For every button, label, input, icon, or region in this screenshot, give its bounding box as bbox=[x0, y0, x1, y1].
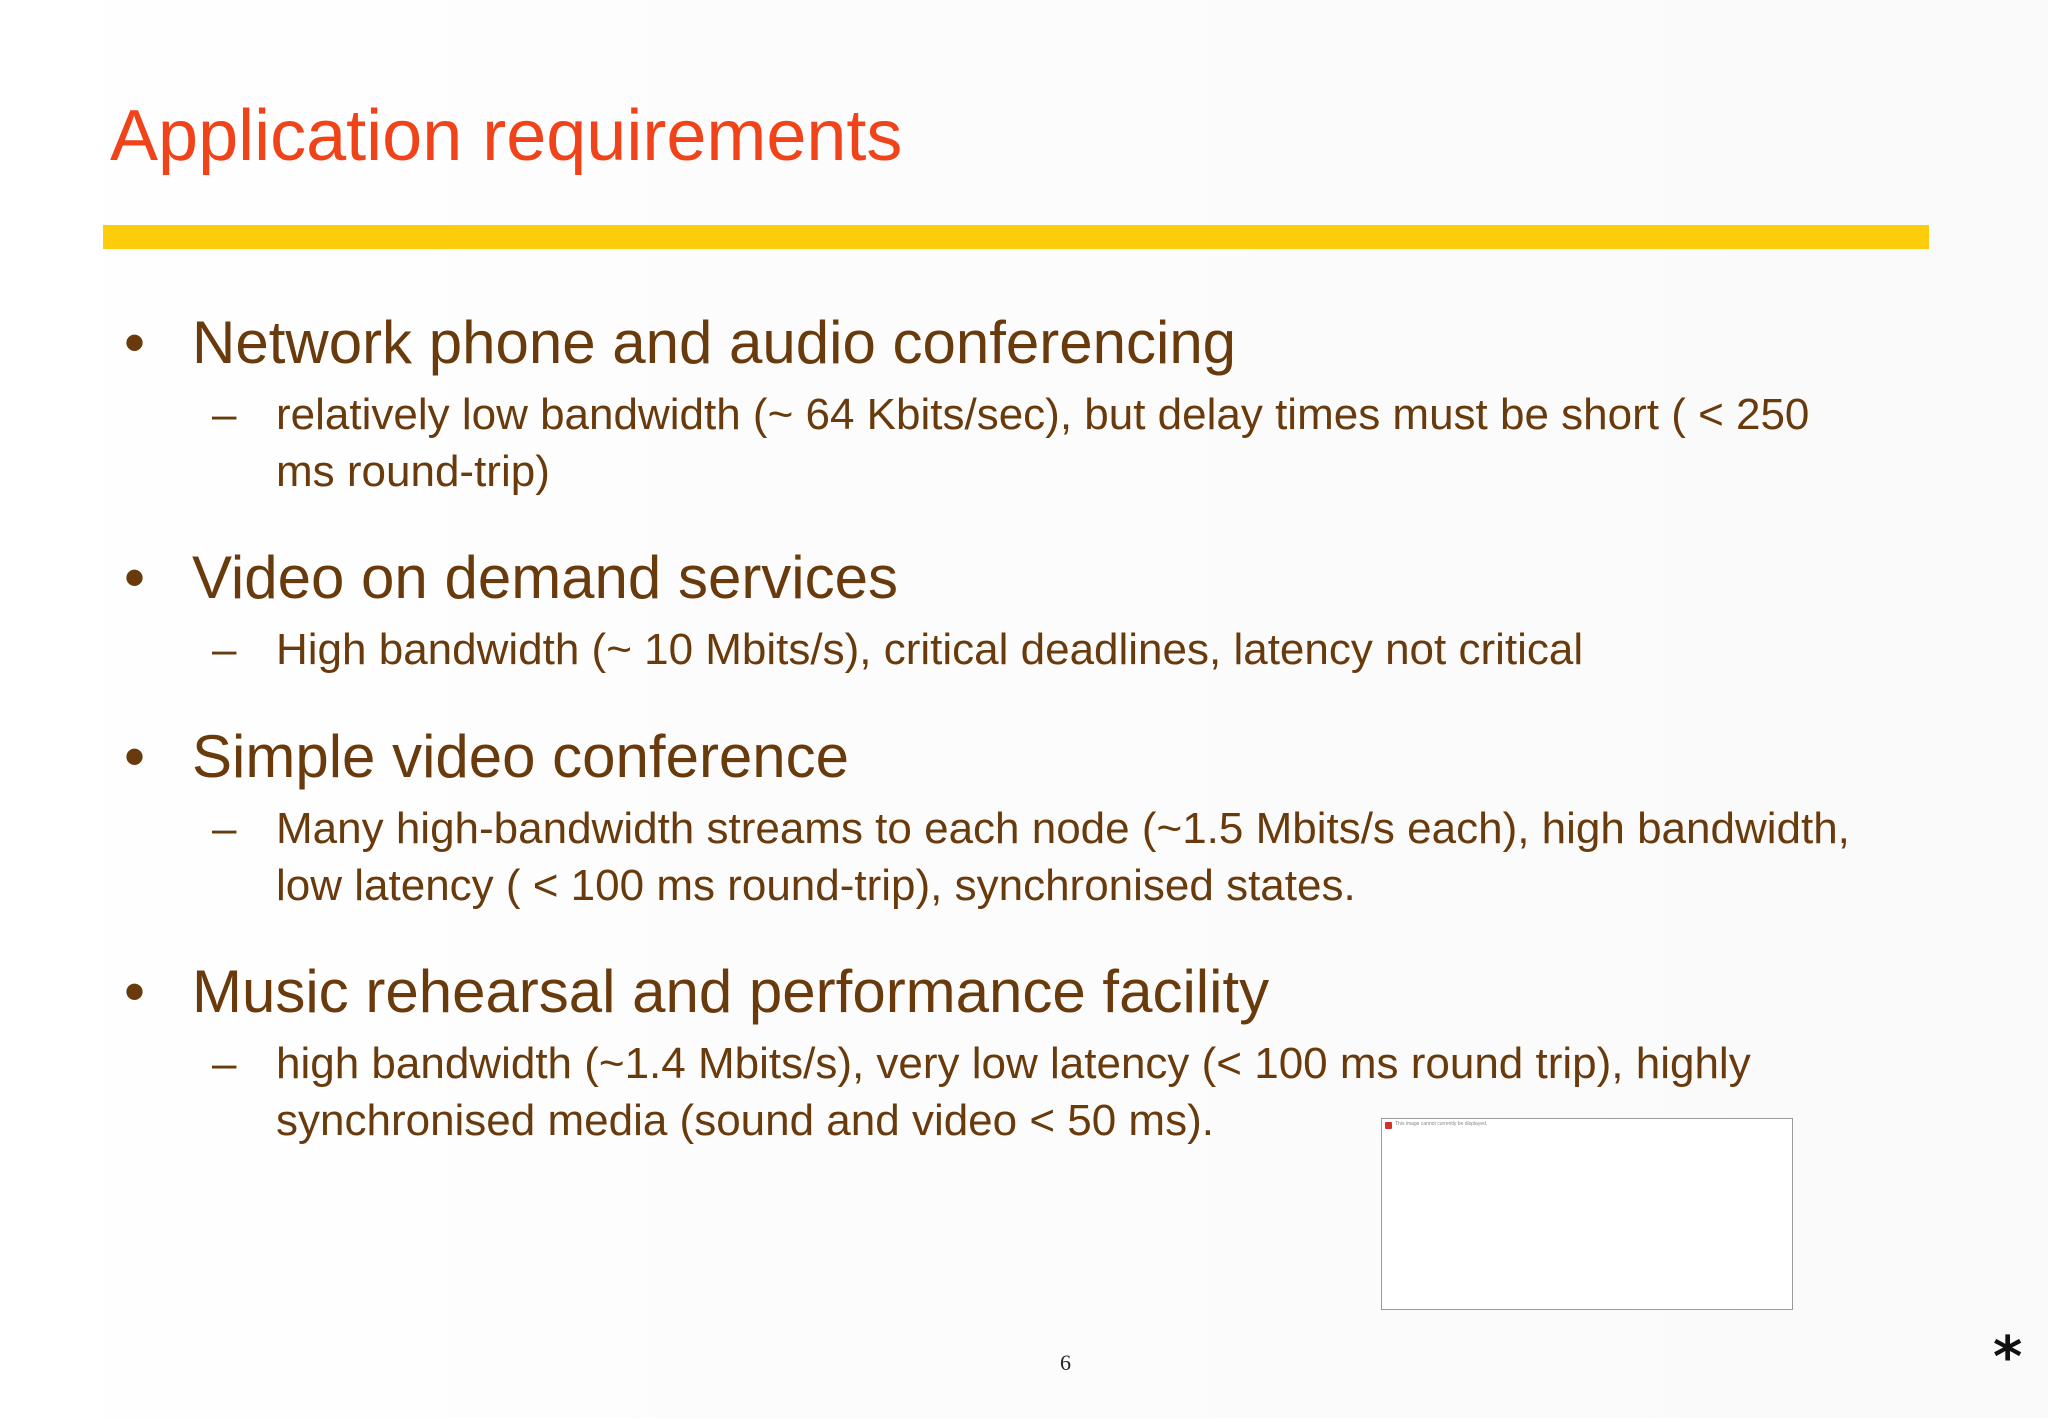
bullet-detail: high bandwidth (~1.4 Mbits/s), very low latency (< 100 ms round trip), highly synchronised media (sound and video < 50 ms). bbox=[276, 1038, 1751, 1146]
dash-icon: – bbox=[212, 1038, 237, 1088]
page-number: 6 bbox=[1060, 1350, 1071, 1375]
bullet-list bbox=[120, 305, 1880, 1149]
dash-icon: – bbox=[212, 803, 237, 853]
bullet-item bbox=[120, 719, 1880, 914]
bullet-icon: • bbox=[124, 957, 146, 1025]
asterisk-icon: * bbox=[1993, 1325, 2023, 1390]
bullet-item bbox=[120, 540, 1880, 678]
dash-icon: – bbox=[212, 625, 237, 675]
bullet-heading: Simple video conference bbox=[192, 722, 850, 790]
broken-image-icon bbox=[1385, 1122, 1392, 1129]
bullet-icon: • bbox=[124, 309, 146, 376]
bullet-icon: • bbox=[124, 722, 146, 790]
slide-title: Application requirements bbox=[110, 96, 903, 176]
bullet-heading: Music rehearsal and performance facility bbox=[192, 957, 1270, 1025]
bullet-detail: High bandwidth (~ 10 Mbits/s), critical deadlines, latency not critical bbox=[276, 625, 1584, 675]
embedded-image-placeholder bbox=[1381, 1118, 1793, 1310]
bullet-heading: Network phone and audio conferencing bbox=[192, 309, 1237, 376]
embedded-image-caption: This image cannot currently be displayed. bbox=[1395, 1121, 1488, 1127]
bullet-item bbox=[120, 305, 1880, 500]
bullet-detail: Many high-bandwidth streams to each node (~1.5 Mbits/s each), high bandwidth, low latency ( < 100 ms round-trip), synchronised states. bbox=[276, 803, 1850, 910]
title-underline-bar bbox=[103, 225, 1929, 249]
bullet-icon: • bbox=[124, 544, 146, 612]
dash-icon: – bbox=[212, 390, 237, 439]
bullet-detail: relatively low bandwidth (~ 64 Kbits/sec), but delay times must be short ( < 250 ms round-trip) bbox=[276, 390, 1810, 497]
bullet-heading: Video on demand services bbox=[192, 544, 898, 612]
